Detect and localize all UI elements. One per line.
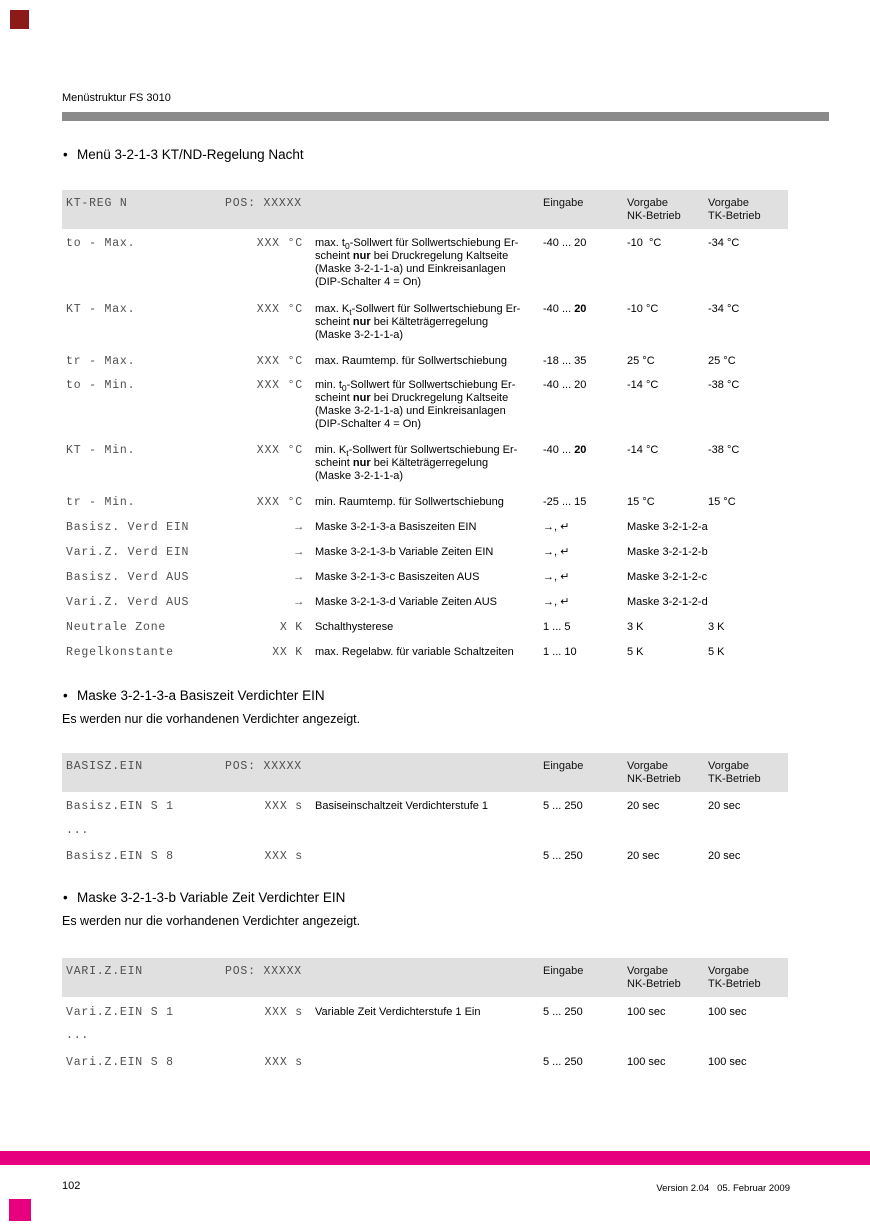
footer-accent-bar xyxy=(0,1151,870,1165)
value-vorgabe-tk: 15 °C xyxy=(708,496,736,508)
param-name: Regelkonstante xyxy=(66,646,174,659)
param-unit: XXX s xyxy=(264,1006,303,1019)
value-vorgabe-nk: Maske 3-2-1-2-c xyxy=(627,571,708,583)
col-header-vorgabe-tk: Vorgabe xyxy=(708,197,749,209)
param-name: Vari.Z. Verd AUS xyxy=(66,596,190,609)
col-header-tk-betrieb: TK-Betrieb xyxy=(708,210,761,222)
value-vorgabe-nk: -14 °C xyxy=(627,444,659,456)
value-vorgabe-nk: 25 °C xyxy=(627,355,655,367)
table-row xyxy=(0,237,870,288)
param-unit: XXX °C xyxy=(256,496,303,509)
note-text: Es werden nur die vorhandenen Verdichter angezeigt. xyxy=(62,914,361,928)
table3-title: VARI.Z.EIN xyxy=(66,965,144,978)
col-header-vorgabe-tk: Vorgabe xyxy=(708,760,749,772)
param-name: Basisz. Verd EIN xyxy=(66,521,190,534)
param-description: Schalthysterese xyxy=(315,621,394,633)
value-eingabe: -40 ... 20 xyxy=(543,444,587,456)
table1-pos: POS: XXXXX xyxy=(225,197,303,210)
value-vorgabe-nk: 20 sec xyxy=(627,800,660,812)
version-info: Version 2.04 05. Februar 2009 xyxy=(656,1183,790,1194)
param-description: min. $K_t$-Sollwert für Sollwertschiebung Er- scheint nur bei Kälteträgerregelung (Maske 3-2-1-1-a) xyxy=(315,444,518,482)
param-description: Maske 3-2-1-3-d Variable Zeiten AUS xyxy=(315,596,497,608)
value-vorgabe-nk: -10 °C xyxy=(627,237,662,249)
running-header: Menüstruktur FS 3010 xyxy=(62,92,171,104)
table3-header xyxy=(62,958,788,997)
value-eingabe: →, ↵ xyxy=(543,521,570,533)
value-vorgabe-nk: Maske 3-2-1-2-a xyxy=(627,521,708,533)
col-header-tk-betrieb: TK-Betrieb xyxy=(708,978,761,990)
param-unit: XXX °C xyxy=(256,303,303,316)
table-row xyxy=(0,496,870,509)
value-vorgabe-nk: 100 sec xyxy=(627,1056,666,1068)
section-heading-1-text: Menü 3-2-1-3 KT/ND-Regelung Nacht xyxy=(77,147,304,162)
param-name: tr - Min. xyxy=(66,496,136,509)
table-row xyxy=(0,303,870,341)
value-vorgabe-tk: 20 sec xyxy=(708,850,741,862)
param-name: Vari.Z. Verd EIN xyxy=(66,546,190,559)
param-description: max. Regelabw. für variable Schaltzeiten xyxy=(315,646,514,658)
col-header-nk-betrieb: NK-Betrieb xyxy=(627,773,681,785)
arrow-right-icon: → xyxy=(295,596,303,609)
value-vorgabe-nk: 15 °C xyxy=(627,496,655,508)
table2-header xyxy=(62,753,788,792)
param-unit: XXX s xyxy=(264,800,303,813)
ellipsis-label: ... xyxy=(66,1029,90,1042)
table-row xyxy=(0,444,870,482)
section-heading-1 xyxy=(63,147,304,163)
value-vorgabe-nk: -10 °C xyxy=(627,303,659,315)
section-heading-3 xyxy=(63,890,345,906)
corner-mark-bottom-left xyxy=(9,1199,31,1221)
param-name: to - Max. xyxy=(66,237,136,250)
param-description: Maske 3-2-1-3-a Basiszeiten EIN xyxy=(315,521,477,533)
value-eingabe: -25 ... 15 xyxy=(543,496,587,508)
value-vorgabe-tk: 100 sec xyxy=(708,1056,747,1068)
section-heading-2 xyxy=(63,688,325,704)
param-name: Vari.Z.EIN S 1 xyxy=(66,1006,174,1019)
param-description: Maske 3-2-1-3-c Basiszeiten AUS xyxy=(315,571,480,583)
value-vorgabe-tk: -38 °C xyxy=(708,379,740,391)
table2-title: BASISZ.EIN xyxy=(66,760,144,773)
param-description: max. Raumtemp. für Sollwertschiebung xyxy=(315,355,507,367)
param-description: min. $t_0$-Sollwert für Sollwertschiebung Er- scheint nur bei Druckregelung Kaltseite (Maske 3-2-1-1-a) und Einkreisanlagen (DIP-Schalter 4 = On) xyxy=(315,379,516,430)
header-rule xyxy=(62,112,829,121)
value-eingabe: 5 ... 250 xyxy=(543,1006,583,1018)
bullet-icon: • xyxy=(63,890,68,905)
param-unit: XXX °C xyxy=(256,379,303,392)
arrow-right-icon: → xyxy=(295,521,303,534)
value-vorgabe-nk: 20 sec xyxy=(627,850,660,862)
param-name: KT - Max. xyxy=(66,303,136,316)
value-vorgabe-nk: 3 K xyxy=(627,621,644,633)
col-header-eingabe: Eingabe xyxy=(543,197,584,209)
table-row xyxy=(0,646,870,659)
arrow-right-icon: → xyxy=(295,571,303,584)
col-header-vorgabe-tk: Vorgabe xyxy=(708,965,749,977)
value-vorgabe-tk: 25 °C xyxy=(708,355,736,367)
table-row xyxy=(0,355,870,368)
table2-pos: POS: XXXXX xyxy=(225,760,303,773)
col-header-eingabe: Eingabe xyxy=(543,965,584,977)
value-eingabe: 5 ... 250 xyxy=(543,800,583,812)
value-eingabe: 5 ... 250 xyxy=(543,1056,583,1068)
value-vorgabe-nk: Maske 3-2-1-2-b xyxy=(627,546,708,558)
table1-title: KT-REG N xyxy=(66,197,128,210)
value-vorgabe-nk: 5 K xyxy=(627,646,644,658)
note-text: Es werden nur die vorhandenen Verdichter angezeigt. xyxy=(62,712,361,726)
value-vorgabe-tk: 100 sec xyxy=(708,1006,747,1018)
table-row xyxy=(0,571,870,584)
table-row xyxy=(0,1006,870,1019)
param-description: max. $t_0$-Sollwert für Sollwertschiebung Er- scheint nur bei Druckregelung Kaltseite (Maske 3-2-1-1-a) und Einkreisanlagen (DIP-Schalter 4 = On) xyxy=(315,237,519,288)
col-header-nk-betrieb: NK-Betrieb xyxy=(627,210,681,222)
table-row-ellipsis xyxy=(0,824,870,837)
param-name: Vari.Z.EIN S 8 xyxy=(66,1056,174,1069)
col-header-tk-betrieb: TK-Betrieb xyxy=(708,773,761,785)
value-eingabe: →, ↵ xyxy=(543,571,570,583)
value-eingabe: 1 ... 5 xyxy=(543,621,571,633)
param-name: Basisz.EIN S 1 xyxy=(66,800,174,813)
param-name: Neutrale Zone xyxy=(66,621,167,634)
table-row xyxy=(0,596,870,609)
table-row xyxy=(0,379,870,430)
bullet-icon: • xyxy=(63,688,68,703)
value-vorgabe-tk: 5 K xyxy=(708,646,725,658)
param-unit: XXX °C xyxy=(256,444,303,457)
section-heading-2-text: Maske 3-2-1-3-a Basiszeit Verdichter EIN xyxy=(77,688,325,703)
param-name: tr - Max. xyxy=(66,355,136,368)
value-vorgabe-tk: 3 K xyxy=(708,621,725,633)
value-vorgabe-tk: -34 °C xyxy=(708,237,740,249)
value-vorgabe-tk: 20 sec xyxy=(708,800,741,812)
param-description: Maske 3-2-1-3-b Variable Zeiten EIN xyxy=(315,546,494,558)
param-unit: XXX °C xyxy=(256,355,303,368)
table-row xyxy=(0,800,870,813)
table-row xyxy=(0,1056,870,1069)
col-header-eingabe: Eingabe xyxy=(543,760,584,772)
param-unit: XXX s xyxy=(264,1056,303,1069)
value-eingabe: 5 ... 250 xyxy=(543,850,583,862)
arrow-right-icon: → xyxy=(295,546,303,559)
param-name: Basisz.EIN S 8 xyxy=(66,850,174,863)
param-unit: X K xyxy=(279,621,303,634)
corner-mark-top-left xyxy=(10,10,29,29)
col-header-vorgabe-nk: Vorgabe xyxy=(627,965,668,977)
value-eingabe: -40 ... 20 xyxy=(543,379,587,391)
value-vorgabe-nk: 100 sec xyxy=(627,1006,666,1018)
col-header-vorgabe-nk: Vorgabe xyxy=(627,760,668,772)
table-row xyxy=(0,850,870,863)
value-eingabe: 1 ... 10 xyxy=(543,646,577,658)
value-eingabe: →, ↵ xyxy=(543,546,570,558)
param-unit: XXX s xyxy=(264,850,303,863)
table1-header xyxy=(62,190,788,229)
param-description: min. Raumtemp. für Sollwertschiebung xyxy=(315,496,504,508)
value-eingabe: →, ↵ xyxy=(543,596,570,608)
value-eingabe: -18 ... 35 xyxy=(543,355,587,367)
param-description: Variable Zeit Verdichterstufe 1 Ein xyxy=(315,1006,481,1018)
param-description: Basiseinschaltzeit Verdichterstufe 1 xyxy=(315,800,489,812)
ellipsis-label: ... xyxy=(66,824,90,837)
col-header-nk-betrieb: NK-Betrieb xyxy=(627,978,681,990)
value-vorgabe-nk: -14 °C xyxy=(627,379,659,391)
table-row xyxy=(0,546,870,559)
param-name: KT - Min. xyxy=(66,444,136,457)
col-header-vorgabe-nk: Vorgabe xyxy=(627,197,668,209)
value-vorgabe-tk: -38 °C xyxy=(708,444,740,456)
bullet-icon: • xyxy=(63,147,68,162)
value-eingabe: -40 ... 20 xyxy=(543,237,587,249)
table3-pos: POS: XXXXX xyxy=(225,965,303,978)
table-row-ellipsis xyxy=(0,1029,870,1042)
section-heading-3-text: Maske 3-2-1-3-b Variable Zeit Verdichter EIN xyxy=(77,890,346,905)
page-number: 102 xyxy=(62,1180,81,1192)
value-vorgabe-tk: -34 °C xyxy=(708,303,740,315)
param-unit: XXX °C xyxy=(256,237,303,250)
param-name: Basisz. Verd AUS xyxy=(66,571,190,584)
param-description: max. $K_t$-Sollwert für Sollwertschiebung Er- scheint nur bei Kälteträgerregelung (Maske 3-2-1-1-a) xyxy=(315,303,521,341)
param-unit: XX K xyxy=(272,646,303,659)
value-vorgabe-nk: Maske 3-2-1-2-d xyxy=(627,596,708,608)
value-eingabe: -40 ... 20 xyxy=(543,303,587,315)
table-row xyxy=(0,521,870,534)
table-row xyxy=(0,621,870,634)
param-name: to - Min. xyxy=(66,379,136,392)
